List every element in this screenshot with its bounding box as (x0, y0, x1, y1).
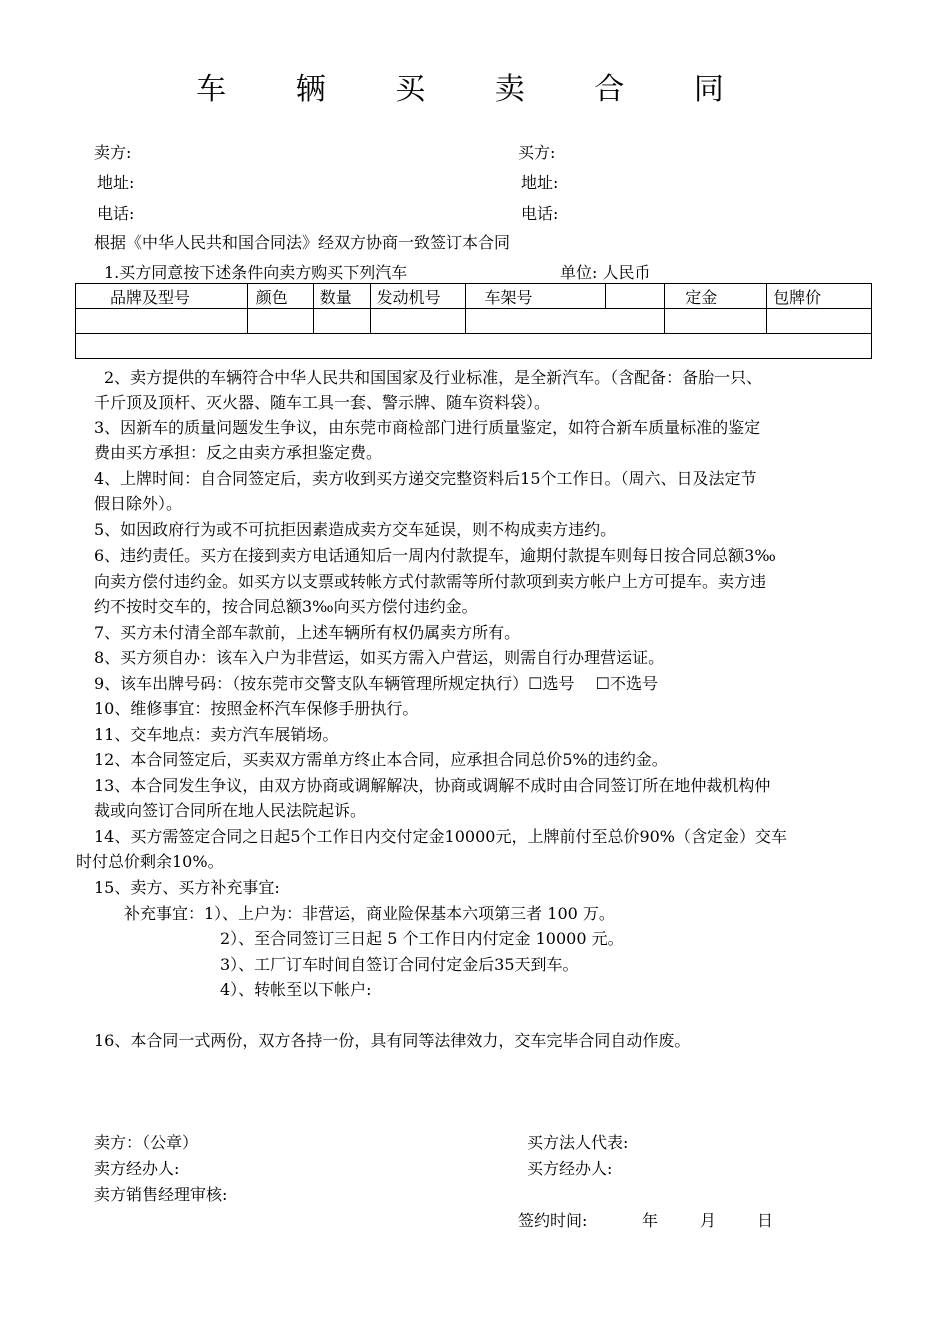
supplement-3: 3）、工厂订车时间自签订合同付定金后35天到车。 (220, 955, 579, 974)
buyer-label: 买方: (518, 143, 556, 162)
table-row (76, 309, 872, 334)
table-cell (76, 309, 248, 334)
seller-seal: 卖方：（公章） (94, 1133, 199, 1152)
clause-7: 7、买方未付清全部车款前，上述车辆所有权仍属卖方所有。 (94, 623, 521, 642)
clause-13-line-2: 裁或向签订合同所在地人民法院起诉。 (94, 801, 367, 820)
clause-9: 9、该车出牌号码：（按东莞市交警支队车辆管理所规定执行）☐选号 ☐不选号 (94, 674, 658, 693)
table-row (76, 334, 872, 359)
clause-2-line-2: 千斤顶及顶杆、灭火器、随车工具一套、警示牌、随车资料袋）。 (94, 393, 551, 412)
clause-4-line-1: 4、上牌时间：自合同签定后，卖方收到买方递交完整资料后15个工作日。（周六、日及法定节 (94, 469, 757, 488)
buyer-address: 地址: (521, 173, 559, 192)
buyer-phone: 电话: (521, 204, 559, 223)
table-cell (313, 309, 370, 334)
header-deposit: 定金 (665, 284, 767, 309)
seller-manager-review: 卖方销售经理审核: (94, 1185, 228, 1204)
clause-8: 8、买方须自办：该车入户为非营运，如买方需入户营运，则需自行办理营运证。 (94, 648, 665, 667)
seller-label: 卖方: (94, 143, 132, 162)
table-cell (370, 309, 466, 334)
header-price: 包牌价 (767, 284, 872, 309)
supplement-2: 2）、至合同签订三日起 5 个工作日内付定金 10000 元。 (220, 929, 624, 948)
table-cell (767, 309, 872, 334)
currency-unit: 单位: 人民币 (560, 263, 651, 282)
header-frame-number: 车架号 (466, 284, 606, 309)
seller-phone: 电话: (97, 204, 135, 223)
clause-16: 16、本合同一式两份，双方各持一份，具有同等法律效力，交车完毕合同自动作废。 (94, 1031, 691, 1050)
supplement-4: 4）、转帐至以下帐户: (220, 980, 372, 999)
header-blank (606, 284, 665, 309)
seller-address: 地址: (97, 173, 135, 192)
clause-14-line-2: 时付总价剩余10%。 (76, 852, 224, 871)
sign-day: 日 (757, 1211, 774, 1230)
sign-year: 年 (642, 1211, 659, 1230)
header-brand-model: 品牌及型号 (76, 284, 248, 309)
table-cell (247, 309, 313, 334)
table-cell (466, 309, 665, 334)
clause-6-line-3: 约不按时交车的，按合同总额3‰向买方偿付违约金。 (94, 597, 478, 616)
seller-agent: 卖方经办人: (94, 1159, 180, 1178)
table-cell (665, 309, 767, 334)
clause-10: 10、维修事宜：按照金杯汽车保修手册执行。 (94, 699, 419, 718)
clause-11: 11、交车地点：卖方汽车展销场。 (94, 725, 339, 744)
clause-5: 5、如因政府行为或不可抗拒因素造成卖方交车延误，则不构成卖方违约。 (94, 520, 617, 539)
clause-14-line-1: 14、买方需签定合同之日起5个工作日内交付定金10000元，上牌前付至总价90%（含定金）交车 (94, 827, 788, 846)
clause-6-line-2: 向卖方偿付违约金。如买方以支票或转帐方式付款需等所付款项到卖方帐户上方可提车。卖方违 (94, 572, 767, 591)
sign-month: 月 (700, 1211, 717, 1230)
clause-13-line-1: 13、本合同发生争议，由双方协商或调解解决，协商或调解不成时由合同签订所在地仲裁机构仲 (94, 776, 771, 795)
sign-time-label: 签约时间: (518, 1211, 588, 1230)
header-quantity: 数量 (313, 284, 370, 309)
buyer-legal-rep: 买方法人代表: (527, 1133, 629, 1152)
clause-4-line-2: 假日除外）。 (94, 494, 183, 513)
clause-2-line-1: 2、卖方提供的车辆符合中华人民共和国国家及行业标准，是全新汽车。（含配备：备胎一只、 (104, 368, 763, 387)
clause-3-line-2: 费由买方承担：反之由卖方承担鉴定费。 (94, 443, 383, 462)
contract-title: 车 辆 买 卖 合 同 (196, 72, 754, 107)
header-engine-number: 发动机号 (370, 284, 466, 309)
clause-12: 12、本合同签定后，买卖双方需单方终止本合同，应承担合同总价5%的违约金。 (94, 750, 668, 769)
buyer-agent: 买方经办人: (527, 1159, 613, 1178)
clause-6-line-1: 6、违约责任。买方在接到卖方电话通知后一周内付款提车，逾期付款提车则每日按合同总额3‰ (94, 546, 776, 565)
vehicle-table (75, 283, 872, 359)
clause-15: 15、卖方、买方补充事宜: (94, 878, 280, 897)
supplement-1: 补充事宜：1）、上户为：非营运，商业险保基本六项第三者 100 万。 (124, 904, 615, 923)
table-header-row (76, 284, 872, 309)
intro-text: 根据《中华人民共和国合同法》经双方协商一致签订本合同 (94, 233, 511, 252)
table-cell (76, 334, 872, 359)
clause-3-line-1: 3、因新车的质量问题发生争议，由东莞市商检部门进行质量鉴定，如符合新车质量标准的鉴定 (94, 418, 761, 437)
clause-1: 1.买方同意按下述条件向卖方购买下列汽车 (104, 263, 408, 282)
header-color: 颜色 (247, 284, 313, 309)
